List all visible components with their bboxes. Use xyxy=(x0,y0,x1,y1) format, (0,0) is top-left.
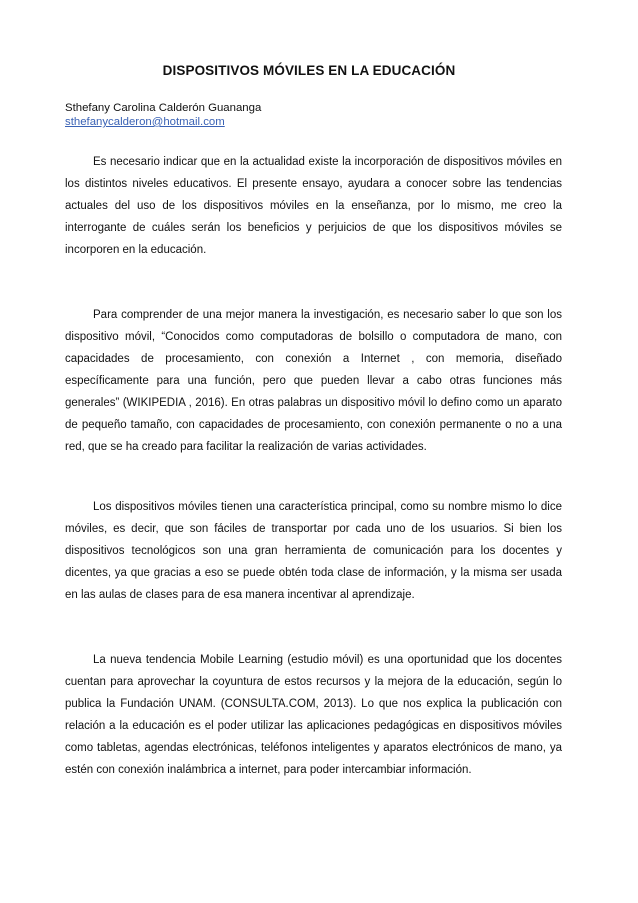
document-title: DISPOSITIVOS MÓVILES EN LA EDUCACIÓN xyxy=(162,63,456,78)
paragraph-introduction: Es necesario indicar que en la actualidad existe la incorporación de dispositivos móviles en los distintos niveles educativos. El presente ensayo, ayudara a conocer sobre las tendencias actuales del uso de los dispositivos móviles en la enseñanza, por lo mismo, me creo la interrogante de cuáles serán los beneficios y perjuicios de que los dispositivos móviles se incorporen en la educación. xyxy=(65,156,562,256)
author-name: Sthefany Carolina Calderón Guananga xyxy=(65,102,262,114)
author-email-link[interactable]: sthefanycalderon@hotmail.com xyxy=(65,116,225,128)
paragraph-definition: Para comprender de una mejor manera la investigación, es necesario saber lo que son los dispositivo móvil, “Conocidos como computadoras de bolsillo o computadora de mano, con capacidades de procesamiento, con conexión a Internet , con memoria, diseñado específicamente para una función, pero que pueden llevar a cabo otras funciones más generales” (WIKIPEDIA , 2016). En otras palabras un dispositivo móvil lo defino como un aparato de pequeño tamaño, con capacidades de procesamiento, con conexión permanente o no a una red, que se ha creado para facilitar la realización de varias actividades. xyxy=(65,309,562,453)
paragraph-mobile-learning: La nueva tendencia Mobile Learning (estudio móvil) es una oportunidad que los docentes cuentan para aprovechar la coyuntura de estos recursos y la mejora de la educación, según lo publica la Fundación UNAM. (CONSULTA.COM, 2013). Lo que nos explica la publicación con relación a la educación es el poder utilizar las aplicaciones pedagógicas en dispositivos móviles como tabletas, agendas electrónicas, teléfonos inteligentes y aparatos electrónicos de mano, ya estén con conexión inalámbrica a internet, para poder intercambiar información. xyxy=(65,654,562,776)
paragraph-characteristics: Los dispositivos móviles tienen una característica principal, como su nombre mismo lo dice móviles, es decir, que son fáciles de transportar por cada uno de los usuarios. Si bien los dispositivos tecnológicos son una gran herramienta de comunicación para los docentes y dicentes, ya que gracias a eso se puede obtén toda clase de información, y la misma ser usada en las aulas de clases para de esa manera incentivar al aprendizaje. xyxy=(65,501,562,601)
